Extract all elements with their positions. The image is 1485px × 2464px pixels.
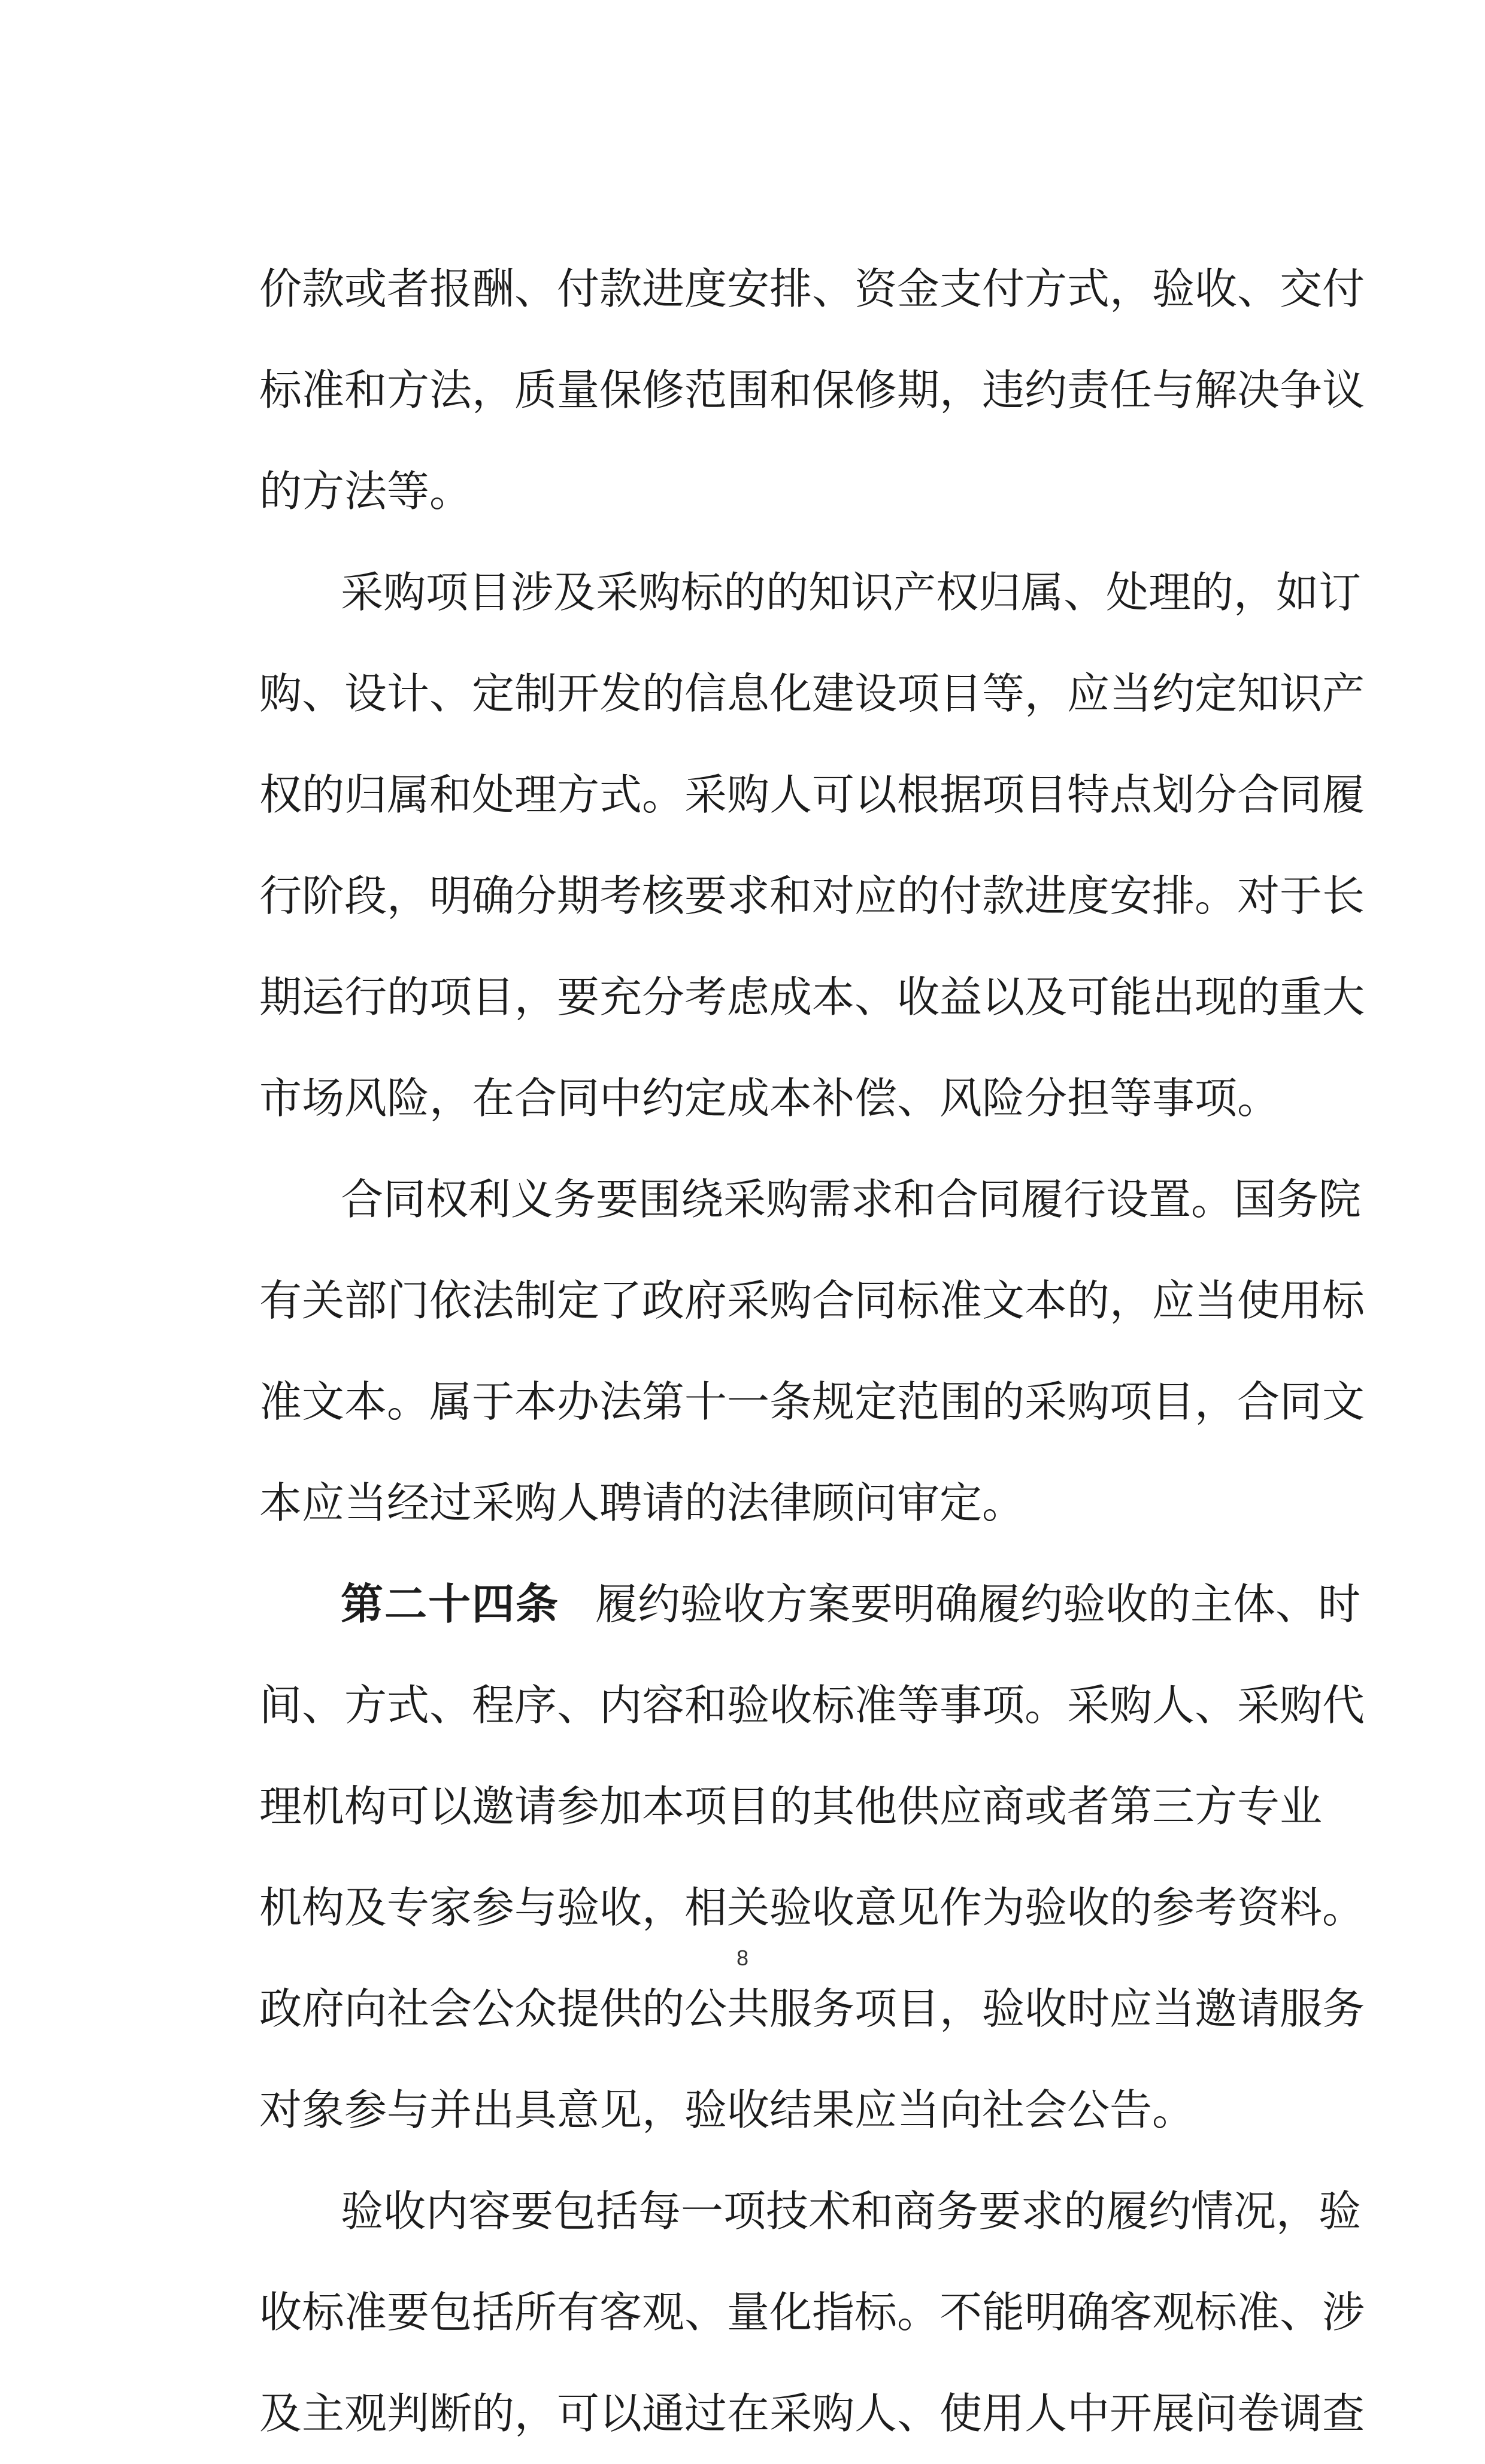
article-heading: 第二十四条 (341, 1579, 560, 1629)
text-line: 收标准要包括所有客观、量化指标。不能明确客观标准、涉 (259, 2287, 1365, 2337)
text-line: 及主观判断的，可以通过在采购人、使用人中开展问卷调查 (259, 2389, 1365, 2438)
text-line: 市场风险，在合同中约定成本补偿、风险分担等事项。 (259, 1073, 1280, 1123)
text-line: 价款或者报酬、付款进度安排、资金支付方式，验收、交付 (259, 264, 1365, 314)
text-line: 期运行的项目，要充分考虑成本、收益以及可能出现的重大 (259, 972, 1365, 1022)
text-line: 间、方式、程序、内容和验收标准等事项。采购人、采购代 (259, 1680, 1365, 1730)
text-line: 有关部门依法制定了政府采购合同标准文本的，应当使用标 (259, 1276, 1365, 1325)
text-line: 验收内容要包括每一项技术和商务要求的履约情况，验 (341, 2186, 1362, 2236)
text-line: 准文本。属于本办法第十一条规定范围的采购项目，合同文 (259, 1377, 1365, 1427)
text-span: 履约验收方案要明确履约验收的主体、时 (595, 1579, 1361, 1629)
text-line: 合同权利义务要围绕采购需求和合同履行设置。国务院 (341, 1175, 1362, 1224)
text-line: 对象参与并出具意见，验收结果应当向社会公告。 (259, 2085, 1195, 2135)
text-line: 政府向社会公众提供的公共服务项目，验收时应当邀请服务 (259, 1984, 1365, 2034)
text-line: 标准和方法，质量保修范围和保修期，违约责任与解决争议 (259, 365, 1365, 415)
body-text (259, 238, 1365, 2464)
page-number: 8 (736, 1946, 749, 1970)
text-line: 理机构可以邀请参加本项目的其他供应商或者第三方专业 (259, 1782, 1323, 1831)
text-line: 的方法等。 (259, 466, 472, 516)
article-line (259, 1553, 1361, 1655)
text-line: 机构及专家参与验收，相关验收意见作为验收的参考资料。 (259, 1883, 1365, 1932)
text-line: 权的归属和处理方式。采购人可以根据项目特点划分合同履 (259, 770, 1365, 820)
text-line: 采购项目涉及采购标的的知识产权归属、处理的，如订 (341, 568, 1362, 617)
text-line: 本应当经过采购人聘请的法律顾问审定。 (259, 1478, 1025, 1528)
text-line: 行阶段，明确分期考核要求和对应的付款进度安排。对于长 (259, 871, 1365, 921)
text-line: 购、设计、定制开发的信息化建设项目等，应当约定知识产 (259, 669, 1365, 718)
